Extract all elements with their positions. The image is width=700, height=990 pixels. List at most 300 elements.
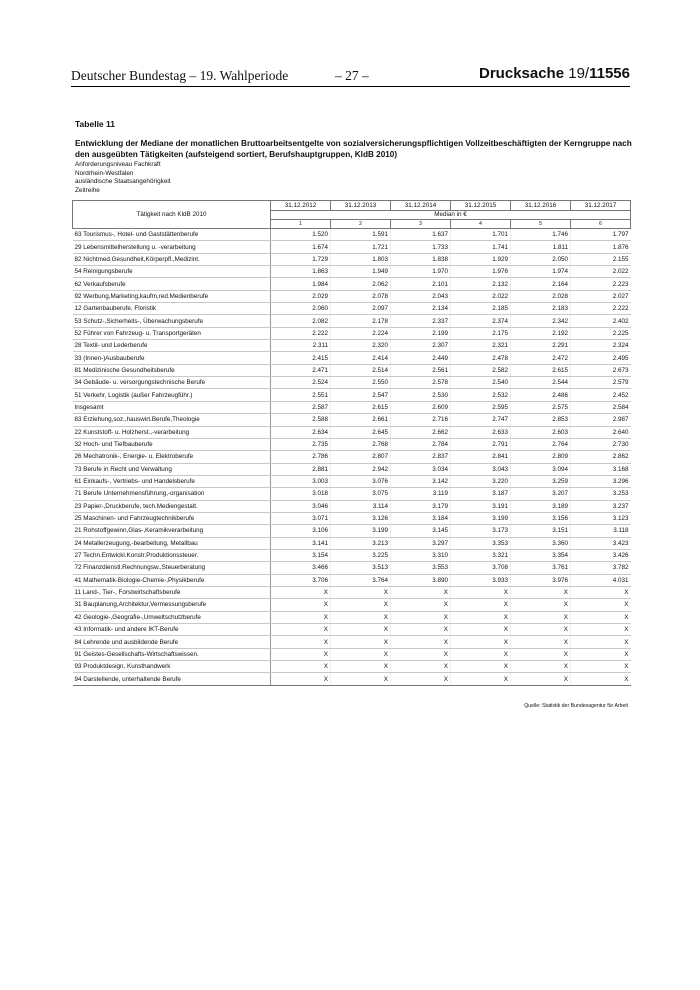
cell-value: 2.472 [511, 352, 571, 364]
cell-value: 2.987 [571, 414, 631, 426]
cell-value: 3.106 [271, 525, 331, 537]
cell-value: 2.603 [511, 426, 571, 438]
row-label: 93 Produktdesign, Kunsthandwerk [73, 661, 271, 673]
cell-value: 2.661 [331, 414, 391, 426]
cell-value: 3.141 [271, 537, 331, 549]
column-number: 6 [571, 220, 631, 229]
cell-value: 3.043 [451, 463, 511, 475]
cell-value: 3.114 [331, 500, 391, 512]
cell-value: 2.291 [511, 340, 571, 352]
table-row [73, 266, 631, 278]
cell-value: X [391, 586, 451, 598]
row-label: 31 Bauplanung,Architektur,Vermessungsberufe [73, 599, 271, 611]
cell-value: 3.553 [391, 562, 451, 574]
cell-value: 2.584 [571, 401, 631, 413]
cell-value: 2.060 [271, 303, 331, 315]
cell-value: 3.976 [511, 574, 571, 586]
cell-value: 3.297 [391, 537, 451, 549]
cell-value: X [331, 661, 391, 673]
cell-value: 3.199 [451, 512, 511, 524]
table-row [73, 574, 631, 586]
cell-value: 1.637 [391, 229, 451, 241]
row-label: 42 Geologie-,Geografie-,Umweltschutzberufe [73, 611, 271, 623]
table-meta [75, 161, 171, 195]
table-row [73, 438, 631, 450]
cell-value: 2.587 [271, 401, 331, 413]
cell-value: 2.540 [451, 377, 511, 389]
cell-value: X [451, 599, 511, 611]
cell-value: 3.003 [271, 475, 331, 487]
cell-value: 3.321 [451, 549, 511, 561]
cell-value: 3.708 [451, 562, 511, 574]
cell-value: 2.478 [451, 352, 511, 364]
document-id: 11556 [589, 65, 630, 82]
table-row [73, 315, 631, 327]
cell-value: 3.354 [511, 549, 571, 561]
cell-value: 3.360 [511, 537, 571, 549]
table-row [73, 303, 631, 315]
cell-value: 3.123 [571, 512, 631, 524]
cell-value: X [271, 661, 331, 673]
cell-value: X [451, 586, 511, 598]
cell-value: 2.307 [391, 340, 451, 352]
cell-value: 3.423 [571, 537, 631, 549]
row-label: 41 Mathematik-Biologie-Chemie-,Physikberufe [73, 574, 271, 586]
cell-value: 3.220 [451, 475, 511, 487]
cell-value: 3.237 [571, 500, 631, 512]
cell-value: X [511, 636, 571, 648]
cell-value: 1.929 [451, 253, 511, 265]
cell-value: 2.495 [571, 352, 631, 364]
cell-value: X [391, 673, 451, 685]
cell-value: 3.179 [391, 500, 451, 512]
row-label: 73 Berufe in Recht und Verwaltung [73, 463, 271, 475]
cell-value: 2.841 [451, 451, 511, 463]
table-row [73, 537, 631, 549]
row-label: 34 Gebäude- u. versorgungstechnische Berufe [73, 377, 271, 389]
cell-value: 3.187 [451, 488, 511, 500]
cell-value: 2.615 [331, 401, 391, 413]
publication-name: Deutscher Bundestag – 19. Wahlperiode [71, 68, 289, 83]
cell-value: 3.018 [271, 488, 331, 500]
cell-value: 3.426 [571, 549, 631, 561]
cell-value: 2.853 [511, 414, 571, 426]
table-row [73, 512, 631, 524]
cell-value: 2.582 [451, 364, 511, 376]
cell-value: 2.028 [511, 290, 571, 302]
cell-value: 3.151 [511, 525, 571, 537]
cell-value: 3.154 [271, 549, 331, 561]
cell-value: 3.118 [571, 525, 631, 537]
cell-value: 2.615 [511, 364, 571, 376]
row-label: 51 Verkehr, Logistik (außer Fahrzeugführ.) [73, 389, 271, 401]
cell-value: 2.578 [391, 377, 451, 389]
row-label: Insgesamt [73, 401, 271, 413]
cell-value: 3.142 [391, 475, 451, 487]
cell-value: X [331, 673, 391, 685]
cell-value: 2.942 [331, 463, 391, 475]
cell-value: 2.716 [391, 414, 451, 426]
cell-value: 1.741 [451, 241, 511, 253]
row-label: 83 Erziehung,soz.,hauswirt.Berufe,Theologie [73, 414, 271, 426]
table-label: Tabelle 11 [75, 119, 116, 129]
cell-value: 2.022 [451, 290, 511, 302]
table-row [73, 636, 631, 648]
cell-value: 3.168 [571, 463, 631, 475]
cell-value: 1.970 [391, 266, 451, 278]
row-label: 53 Schutz-,Sicherheits-, Überwachungsberufe [73, 315, 271, 327]
cell-value: 3.189 [511, 500, 571, 512]
cell-value: X [571, 636, 631, 648]
table-row [73, 377, 631, 389]
table-row [73, 340, 631, 352]
row-label: 28 Textil- und Lederberufe [73, 340, 271, 352]
cell-value: 2.486 [511, 389, 571, 401]
cell-value: X [391, 648, 451, 660]
cell-value: 2.374 [451, 315, 511, 327]
cell-value: 2.175 [451, 327, 511, 339]
cell-value: 2.640 [571, 426, 631, 438]
document-word: Drucksache [479, 65, 565, 82]
cell-value: 3.173 [451, 525, 511, 537]
cell-value: 2.164 [511, 278, 571, 290]
date-header: 31.12.2013 [331, 201, 391, 211]
cell-value: X [391, 624, 451, 636]
cell-value: 3.199 [331, 525, 391, 537]
cell-value: X [511, 586, 571, 598]
cell-value: 2.223 [571, 278, 631, 290]
row-label: 92 Werbung,Marketing,kaufm,red.Medienberufe [73, 290, 271, 302]
cell-value: 2.132 [451, 278, 511, 290]
cell-value: 2.673 [571, 364, 631, 376]
cell-value: 2.320 [331, 340, 391, 352]
cell-value: 1.729 [271, 253, 331, 265]
row-label: 54 Reinigungsberufe [73, 266, 271, 278]
row-label: 81 Medizinische Gesundheitsberufe [73, 364, 271, 376]
table-title: Entwicklung der Mediane der monatlichen Bruttoarbeitsentgelte von sozialversicherungspflichtigen Vollzeitbeschäftigten der Kerngruppe nach den ausgeübten Tätigkeiten (aufsteigend sortiert, Berufshauptgruppen, KldB 2010) [75, 139, 632, 159]
cell-value: 1.520 [271, 229, 331, 241]
cell-value: 3.213 [331, 537, 391, 549]
cell-value: 2.050 [511, 253, 571, 265]
document-number [479, 65, 630, 82]
table-row [73, 426, 631, 438]
cell-value: 2.062 [331, 278, 391, 290]
cell-value: 3.046 [271, 500, 331, 512]
cell-value: 3.253 [571, 488, 631, 500]
cell-value: 2.634 [271, 426, 331, 438]
page-header [71, 65, 630, 87]
cell-value: 1.746 [511, 229, 571, 241]
cell-value: 2.185 [451, 303, 511, 315]
page-number: – 27 – [335, 68, 369, 83]
cell-value: 3.094 [511, 463, 571, 475]
cell-value: 2.337 [391, 315, 451, 327]
cell-value: 2.735 [271, 438, 331, 450]
cell-value: 1.803 [331, 253, 391, 265]
cell-value: 3.225 [331, 549, 391, 561]
cell-value: 2.809 [511, 451, 571, 463]
table-row [73, 624, 631, 636]
cell-value: 2.082 [271, 315, 331, 327]
table-row [73, 414, 631, 426]
table-row [73, 525, 631, 537]
table-row [73, 278, 631, 290]
cell-value: 1.674 [271, 241, 331, 253]
cell-value: 3.075 [331, 488, 391, 500]
cell-value: 3.191 [451, 500, 511, 512]
cell-value: 3.145 [391, 525, 451, 537]
table-row [73, 549, 631, 561]
cell-value: 1.984 [271, 278, 331, 290]
cell-value: 2.786 [271, 451, 331, 463]
cell-value: 2.881 [271, 463, 331, 475]
cell-value: 2.029 [271, 290, 331, 302]
row-label: 82 Nichtmed.Gesundheit,Körperpfl.,Medizint. [73, 253, 271, 265]
cell-value: X [391, 636, 451, 648]
row-label: 29 Lebensmittelherstellung u. -verarbeitung [73, 241, 271, 253]
cell-value: 2.414 [331, 352, 391, 364]
row-label: 91 Geistes-Gesellschafts-Wirtschaftswissen. [73, 648, 271, 660]
table-row [73, 661, 631, 673]
cell-value: X [511, 673, 571, 685]
cell-value: X [451, 636, 511, 648]
cell-value: 2.192 [511, 327, 571, 339]
document-prefix: 19/ [564, 65, 590, 82]
table-row [73, 229, 631, 241]
cell-value: 2.575 [511, 401, 571, 413]
cell-value: 3.782 [571, 562, 631, 574]
cell-value: 2.222 [571, 303, 631, 315]
cell-value: 3.207 [511, 488, 571, 500]
cell-value: 2.514 [331, 364, 391, 376]
row-label: 33 (Innen-)Ausbauberufe [73, 352, 271, 364]
cell-value: 3.034 [391, 463, 451, 475]
meta-line: Nordrhein-Westfalen [75, 169, 134, 177]
cell-value: 2.078 [331, 290, 391, 302]
unit-header: Median in € [271, 210, 631, 220]
column-number: 1 [271, 220, 331, 229]
column-number: 3 [391, 220, 451, 229]
cell-value: X [271, 599, 331, 611]
data-table [72, 200, 631, 686]
cell-value: 2.561 [391, 364, 451, 376]
cell-value: X [571, 611, 631, 623]
cell-value: X [391, 611, 451, 623]
cell-value: 2.199 [391, 327, 451, 339]
cell-value: 2.791 [451, 438, 511, 450]
cell-value: 3.076 [331, 475, 391, 487]
date-header: 31.12.2015 [451, 201, 511, 211]
cell-value: 3.119 [391, 488, 451, 500]
cell-value: 1.701 [451, 229, 511, 241]
row-label: 52 Führer von Fahrzeug- u. Transportgeräten [73, 327, 271, 339]
cell-value: 2.547 [331, 389, 391, 401]
cell-value: 2.551 [271, 389, 331, 401]
cell-value: 2.224 [331, 327, 391, 339]
cell-value: 2.155 [571, 253, 631, 265]
cell-value: 2.225 [571, 327, 631, 339]
cell-value: 1.721 [331, 241, 391, 253]
cell-value: 2.178 [331, 315, 391, 327]
column-number: 5 [511, 220, 571, 229]
cell-value: 1.797 [571, 229, 631, 241]
cell-value: 3.184 [391, 512, 451, 524]
cell-value: 3.764 [331, 574, 391, 586]
cell-value: 2.324 [571, 340, 631, 352]
cell-value: 3.126 [331, 512, 391, 524]
row-label: 63 Tourismus-, Hotel- und Gaststättenberufe [73, 229, 271, 241]
row-label: 26 Mechatronik-, Energie- u. Elektroberufe [73, 451, 271, 463]
row-label: 61 Einkaufs-, Vertriebs- und Handelsberufe [73, 475, 271, 487]
row-label: 25 Maschinen- und Fahrzeugtechnikberufe [73, 512, 271, 524]
cell-value: X [451, 673, 511, 685]
row-label: 72 Finanzdienstl.Rechnungsw.,Steuerberatung [73, 562, 271, 574]
cell-value: X [511, 624, 571, 636]
date-header: 31.12.2017 [571, 201, 631, 211]
cell-value: 2.588 [271, 414, 331, 426]
cell-value: X [271, 624, 331, 636]
cell-value: X [571, 586, 631, 598]
table-row [73, 562, 631, 574]
cell-value: 2.022 [571, 266, 631, 278]
row-label: 94 Darstellende, unterhaltende Berufe [73, 673, 271, 685]
cell-value: X [331, 611, 391, 623]
cell-value: X [271, 673, 331, 685]
cell-value: 3.353 [451, 537, 511, 549]
cell-value: X [331, 586, 391, 598]
cell-value: X [271, 648, 331, 660]
table-row [73, 611, 631, 623]
cell-value: 2.415 [271, 352, 331, 364]
table-row [73, 352, 631, 364]
row-label: 12 Gartenbauberufe, Floristik [73, 303, 271, 315]
cell-value: 3.706 [271, 574, 331, 586]
cell-value: 1.811 [511, 241, 571, 253]
meta-line: ausländische Staatsangehörigkeit [75, 178, 171, 185]
cell-value: X [331, 648, 391, 660]
table-row [73, 673, 631, 685]
cell-value: 2.101 [391, 278, 451, 290]
table-row [73, 648, 631, 660]
row-label: 43 Informatik- und andere IKT-Berufe [73, 624, 271, 636]
cell-value: 2.471 [271, 364, 331, 376]
cell-value: X [451, 661, 511, 673]
row-label: 23 Papier-,Druckberufe, tech.Mediengestalt. [73, 500, 271, 512]
cell-value: X [331, 599, 391, 611]
column-header-activity: Tätigkeit nach KldB 2010 [73, 201, 271, 229]
table-row [73, 401, 631, 413]
cell-value: X [451, 624, 511, 636]
cell-value: 3.933 [451, 574, 511, 586]
row-label: 71 Berufe Unternehmensführung,-organisation [73, 488, 271, 500]
cell-value: 1.733 [391, 241, 451, 253]
cell-value: 3.890 [391, 574, 451, 586]
table-row [73, 327, 631, 339]
cell-value: 2.550 [331, 377, 391, 389]
table-row [73, 290, 631, 302]
cell-value: X [511, 648, 571, 660]
cell-value: X [511, 611, 571, 623]
cell-value: 2.311 [271, 340, 331, 352]
cell-value: 3.296 [571, 475, 631, 487]
cell-value: X [451, 648, 511, 660]
cell-value: 2.452 [571, 389, 631, 401]
cell-value: 2.633 [451, 426, 511, 438]
cell-value: 1.976 [451, 266, 511, 278]
date-header: 31.12.2016 [511, 201, 571, 211]
meta-line: Zeitreihe [75, 186, 100, 194]
row-label: 32 Hoch- und Tiefbauberufe [73, 438, 271, 450]
cell-value: 2.784 [391, 438, 451, 450]
cell-value: 2.747 [451, 414, 511, 426]
cell-value: 2.595 [451, 401, 511, 413]
cell-value: 2.027 [571, 290, 631, 302]
cell-value: 2.134 [391, 303, 451, 315]
cell-value: 1.863 [271, 266, 331, 278]
cell-value: X [331, 624, 391, 636]
cell-value: 2.222 [271, 327, 331, 339]
table-row [73, 241, 631, 253]
cell-value: 2.544 [511, 377, 571, 389]
cell-value: 1.838 [391, 253, 451, 265]
row-label: 27 Techn.Entwickl.Konstr.Produktionssteuer. [73, 549, 271, 561]
cell-value: 2.609 [391, 401, 451, 413]
cell-value: 1.949 [331, 266, 391, 278]
column-number: 2 [331, 220, 391, 229]
table-row [73, 475, 631, 487]
cell-value: 2.837 [391, 451, 451, 463]
table-row [73, 586, 631, 598]
cell-value: X [571, 673, 631, 685]
row-label: 21 Rohstoffgewinn,Glas-,Keramikverarbeitung [73, 525, 271, 537]
cell-value: X [571, 661, 631, 673]
table-row [73, 451, 631, 463]
column-number: 4 [451, 220, 511, 229]
table-row [73, 389, 631, 401]
table-row [73, 500, 631, 512]
cell-value: 3.761 [511, 562, 571, 574]
cell-value: 2.730 [571, 438, 631, 450]
cell-value: 3.513 [331, 562, 391, 574]
date-header-row [73, 201, 631, 211]
cell-value: 1.591 [331, 229, 391, 241]
table-row [73, 253, 631, 265]
cell-value: 3.259 [511, 475, 571, 487]
cell-value: X [331, 636, 391, 648]
cell-value: X [391, 599, 451, 611]
cell-value: X [571, 599, 631, 611]
row-label: 11 Land-, Tier-, Forstwirtschaftsberufe [73, 586, 271, 598]
date-header: 31.12.2014 [391, 201, 451, 211]
cell-value: 2.524 [271, 377, 331, 389]
row-label: 62 Verkaufsberufe [73, 278, 271, 290]
cell-value: X [571, 624, 631, 636]
row-label: 24 Metallerzeugung,-bearbeitung, Metallbau [73, 537, 271, 549]
cell-value: X [511, 599, 571, 611]
cell-value: 4.031 [571, 574, 631, 586]
cell-value: X [451, 611, 511, 623]
cell-value: X [271, 586, 331, 598]
cell-value: X [511, 661, 571, 673]
cell-value: 2.862 [571, 451, 631, 463]
cell-value: 2.645 [331, 426, 391, 438]
table-row [73, 488, 631, 500]
cell-value: X [571, 648, 631, 660]
cell-value: 3.466 [271, 562, 331, 574]
cell-value: 3.310 [391, 549, 451, 561]
cell-value: 2.097 [331, 303, 391, 315]
table-row [73, 463, 631, 475]
